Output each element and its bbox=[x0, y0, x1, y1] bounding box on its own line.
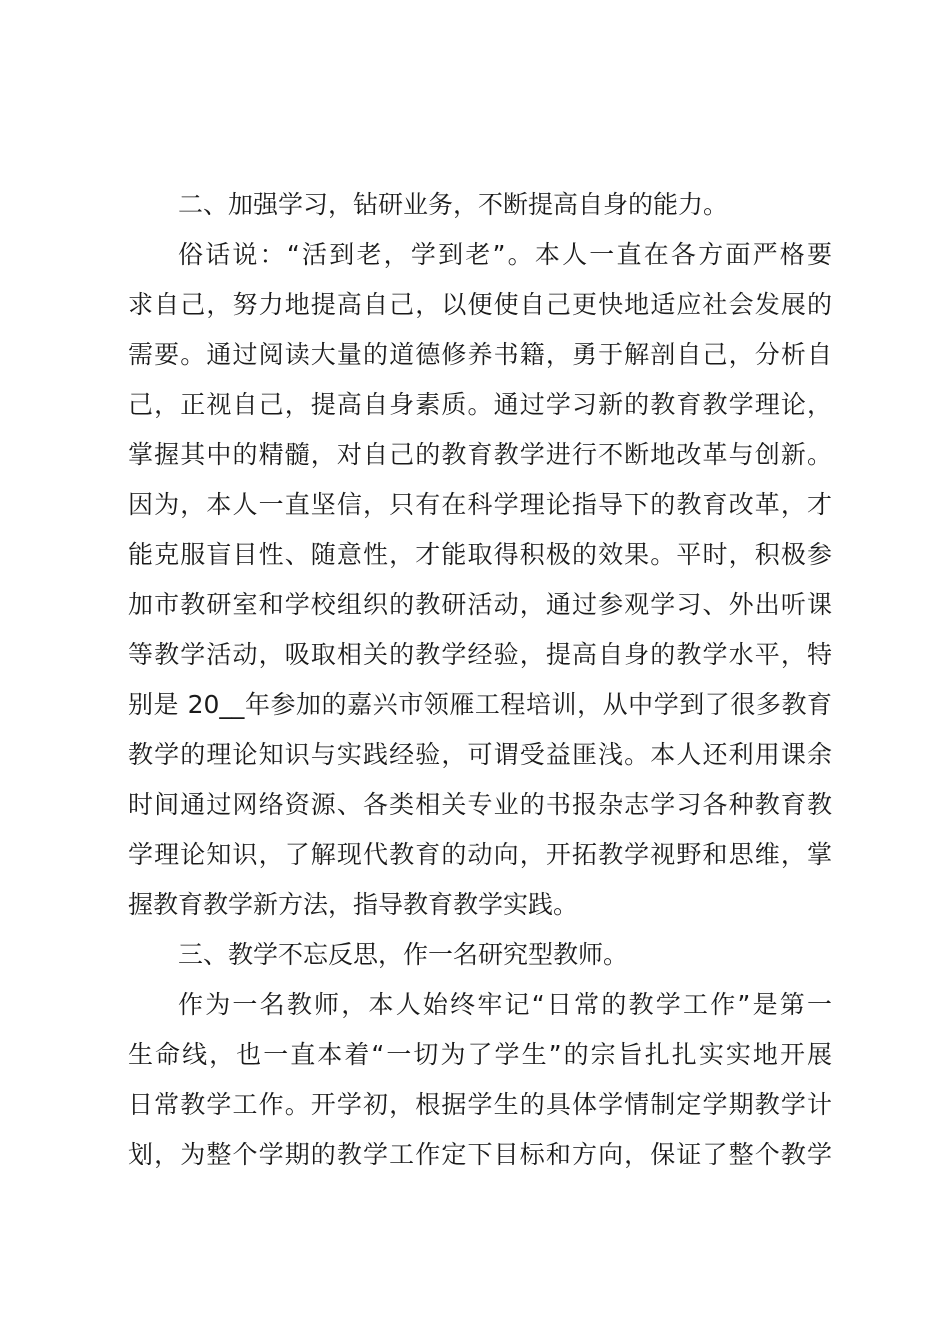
text-line: 需要。通过阅读大量的道德修养书籍，勇于解剖自己，分析自 bbox=[128, 340, 832, 369]
text-line: 己，正视自己，提高自身素质。通过学习新的教育教学理论， bbox=[128, 390, 832, 419]
text-line: 教学的理论知识与实践经验，可谓受益匪浅。本人还利用课余 bbox=[128, 740, 832, 769]
text-line: 作为一名教师，本人始终牢记“日常的教学工作”是第一 bbox=[178, 990, 832, 1019]
text-line: 因为，本人一直坚信，只有在科学理论指导下的教育改革，才 bbox=[128, 490, 832, 519]
text-line: 掌握其中的精髓，对自己的教育教学进行不断地改革与创新。 bbox=[128, 440, 832, 469]
text-line: 三、教学不忘反思，作一名研究型教师。 bbox=[178, 940, 629, 969]
text-line: 求自己，努力地提高自己，以便使自己更快地适应社会发展的 bbox=[128, 290, 832, 319]
text-line: 别是 20__年参加的嘉兴市领雁工程培训，从中学到了很多教育 bbox=[128, 690, 832, 719]
text-line: 握教育教学新方法，指导教育教学实践。 bbox=[128, 890, 579, 919]
text-line: 时间通过网络资源、各类相关专业的书报杂志学习各种教育教 bbox=[128, 790, 832, 819]
text-line: 日常教学工作。开学初，根据学生的具体学情制定学期教学计 bbox=[128, 1090, 832, 1119]
text-line: 能克服盲目性、随意性，才能取得积极的效果。平时，积极参 bbox=[128, 540, 832, 569]
text-line: 生命线，也一直本着“一切为了学生”的宗旨扎扎实实地开展 bbox=[128, 1040, 832, 1069]
text-line: 划，为整个学期的教学工作定下目标和方向，保证了整个教学 bbox=[128, 1140, 832, 1169]
text-line: 俗话说：“活到老，学到老”。本人一直在各方面严格要 bbox=[178, 240, 832, 269]
text-line: 加市教研室和学校组织的教研活动，通过参观学习、外出听课 bbox=[128, 590, 832, 619]
text-line: 二、加强学习，钻研业务，不断提高自身的能力。 bbox=[178, 190, 729, 219]
document-body bbox=[128, 180, 832, 1180]
text-line: 学理论知识，了解现代教育的动向，开拓教学视野和思维，掌 bbox=[128, 840, 832, 869]
text-line: 等教学活动，吸取相关的教学经验，提高自身的教学水平，特 bbox=[128, 640, 832, 669]
